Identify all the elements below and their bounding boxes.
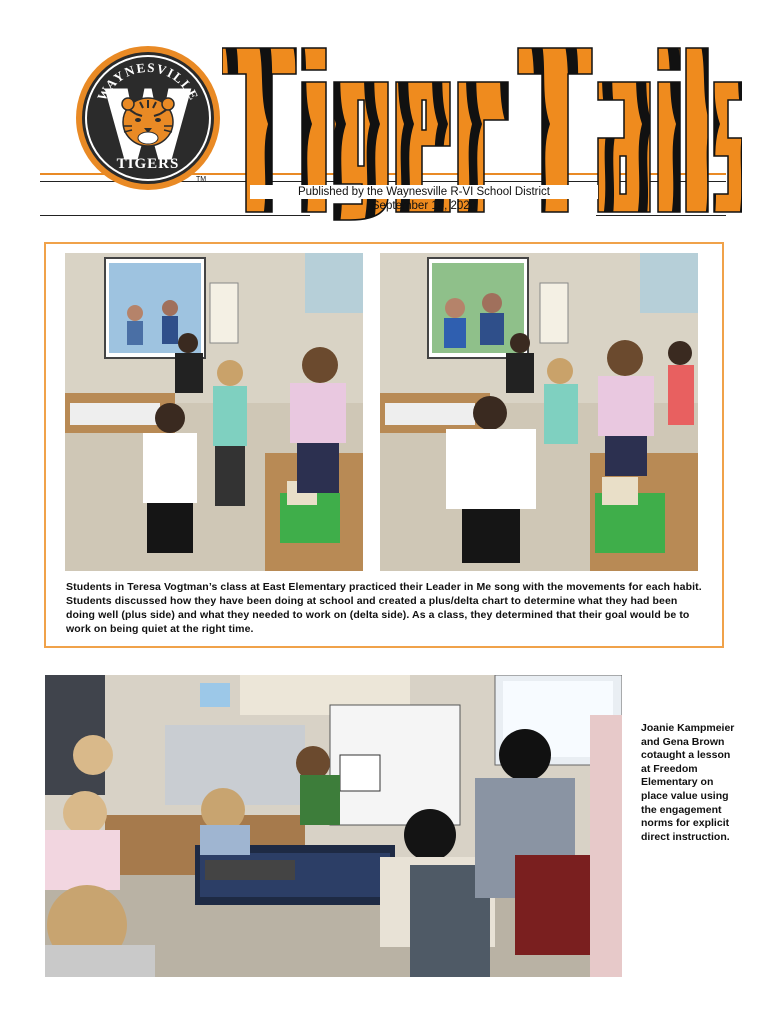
publication-date: September 18, 2020	[371, 200, 477, 212]
title-text: Tiger Tails	[222, 34, 227, 35]
masthead	[0, 0, 770, 232]
story2-caption: Joanie Kampmeier and Gena Brown cotaught a lesson at Freedom Elementary on place value using the engagement norms for explicit direct instruction.	[641, 722, 735, 843]
logo-top-text: WAYNESVILLE	[93, 59, 203, 104]
tigers-logo	[74, 44, 222, 192]
svg-text:WAYNESVILLE	[94, 60, 202, 103]
story1-caption: Students in Teresa Vogtman’s class at East Elementary practiced their Leader in Me song with the movements for each habit. Students discussed how they have been doing at school and created a plus/delta chart to determine what they had been doing well (plus side) and what they needed to work on (delta side). As a class, they determined that their goal would be to work on being quiet at the right time.	[66, 581, 702, 635]
publisher-line: Published by the Waynesville R-VI School District	[250, 185, 598, 199]
cotaught-lesson-photo	[45, 675, 622, 977]
classroom-photo-right	[380, 253, 698, 571]
logo-bottom-text: TIGERS	[116, 156, 180, 172]
trademark-mark: TM	[196, 176, 207, 183]
classroom-photo-left	[65, 253, 363, 571]
